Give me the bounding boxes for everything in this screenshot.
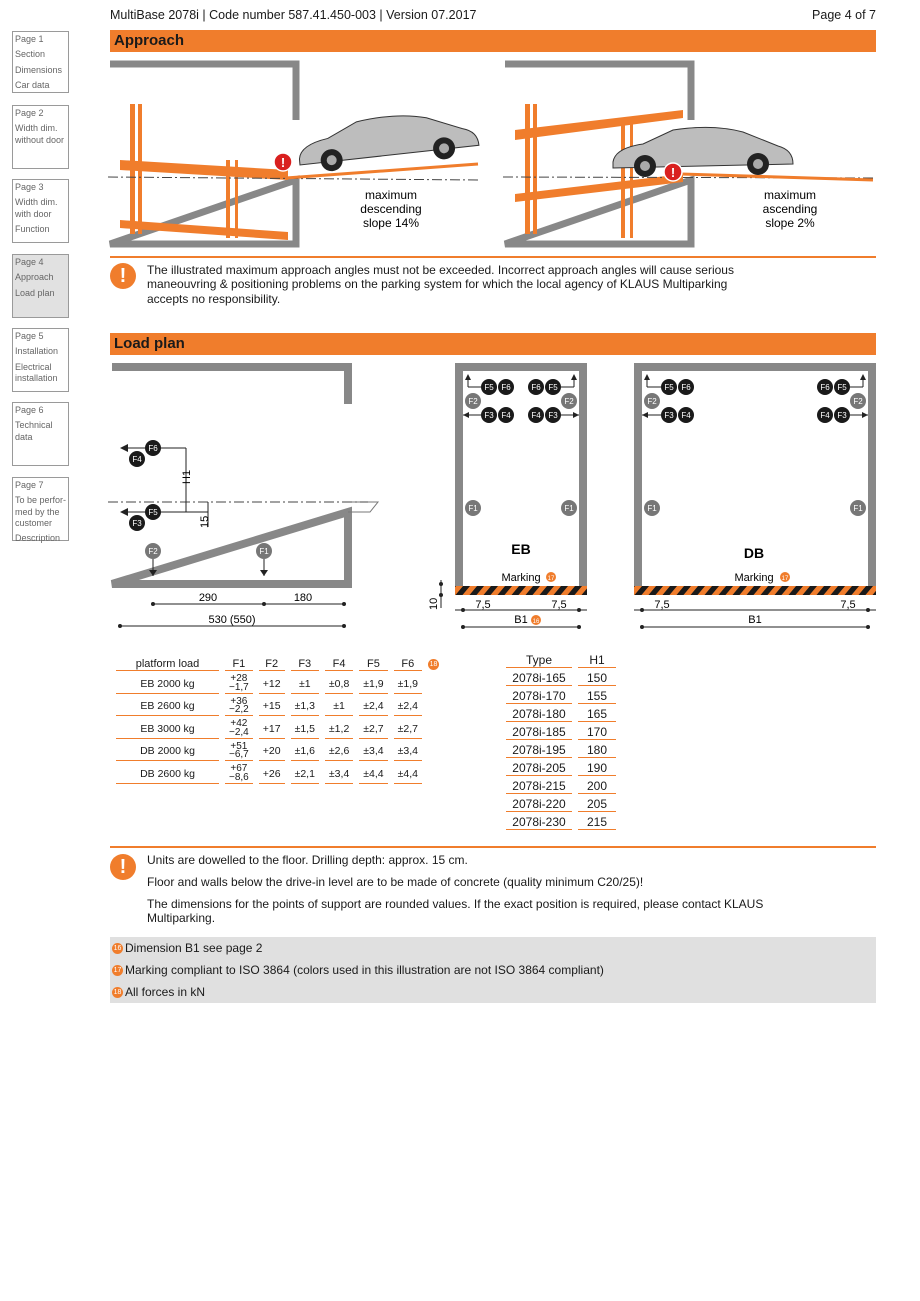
table-cell: +51 −6,7 xyxy=(225,743,253,762)
svg-text:F1: F1 xyxy=(564,504,574,513)
svg-text:17: 17 xyxy=(781,576,789,582)
right-caption-3: slope 2% xyxy=(765,216,815,230)
divider xyxy=(110,256,876,258)
footnote-17: 17 Marking compliant to ISO 3864 (colors used in this illustration are not ISO 3864 compliant) xyxy=(113,963,604,977)
force-f3: F3 xyxy=(132,519,142,528)
sidebar-page-3[interactable] xyxy=(12,179,69,243)
table-cell: ±3,4 xyxy=(394,743,422,762)
force-f4: F4 xyxy=(132,455,142,464)
svg-text:F5: F5 xyxy=(548,383,558,392)
note-3: The dimensions for the points of support are rounded values. If the exact position is required, please contact KLAUS Multiparking. xyxy=(147,897,764,926)
eb-dim-left: 7,5 xyxy=(475,599,491,611)
table-cell: 155 xyxy=(578,689,616,704)
table-cell: 2078i-230 xyxy=(506,815,572,830)
table-cell: 180 xyxy=(578,743,616,758)
side-15-label: 15 xyxy=(199,515,211,528)
svg-text:F2: F2 xyxy=(853,397,863,406)
svg-text:F6: F6 xyxy=(531,383,541,392)
svg-text:!: ! xyxy=(670,165,676,180)
table-cell: 2078i-185 xyxy=(506,725,572,740)
svg-text:F4: F4 xyxy=(820,411,830,420)
force-f1: F1 xyxy=(259,547,269,556)
sidebar-item: Width dim. with door xyxy=(15,197,58,219)
header-cell: F2 xyxy=(259,658,285,671)
table-cell: ±2,4 xyxy=(394,698,422,717)
right-caption-1: maximum xyxy=(763,188,817,202)
svg-text:F2: F2 xyxy=(564,397,574,406)
note-1: Units are dowelled to the floor. Drilling depth: approx. 15 cm. xyxy=(147,853,468,867)
table-row xyxy=(116,698,441,717)
load-table-header xyxy=(116,658,441,671)
header-cell: F6 xyxy=(394,658,422,671)
force-f5: F5 xyxy=(148,508,158,517)
sidebar-item: Section xyxy=(15,49,46,60)
header-cell: F1 xyxy=(225,658,253,671)
table-cell: +20 xyxy=(259,743,285,762)
table-row xyxy=(506,743,616,758)
db-b1: B1 xyxy=(748,614,762,626)
table-cell: ±1 xyxy=(291,675,319,694)
header-cell: F4 xyxy=(325,658,353,671)
svg-text:F2: F2 xyxy=(647,397,657,406)
table-cell: ±1,9 xyxy=(359,675,387,694)
table-cell: 2078i-215 xyxy=(506,779,572,794)
table-cell: ±2,6 xyxy=(325,743,353,762)
footnote-18-marker: 18 xyxy=(429,661,438,669)
table-row xyxy=(506,779,616,794)
sidebar-item: Technical data xyxy=(15,420,53,442)
header-cell: Type xyxy=(506,653,572,668)
side-h1-label: H1 xyxy=(181,469,193,484)
svg-text:F3: F3 xyxy=(837,411,847,420)
sidebar-page-label: Page 1 xyxy=(15,34,44,44)
table-cell: 170 xyxy=(578,725,616,740)
table-cell: ±2,1 xyxy=(291,765,319,784)
header-cell: F3 xyxy=(291,658,319,671)
table-cell: ±0,8 xyxy=(325,675,353,694)
eb-label: EB xyxy=(511,541,531,557)
table-row xyxy=(116,675,441,694)
table-cell: ±1,9 xyxy=(394,675,422,694)
approach-title: Approach xyxy=(110,30,876,52)
svg-text:F5: F5 xyxy=(837,383,847,392)
svg-text:F6: F6 xyxy=(501,383,511,392)
sidebar-item: Load plan xyxy=(15,287,55,298)
svg-text:F5: F5 xyxy=(484,383,494,392)
table-cell: 165 xyxy=(578,707,616,722)
table-cell: 150 xyxy=(578,671,616,686)
table-cell: 2078i-220 xyxy=(506,797,572,812)
svg-text:!: ! xyxy=(280,155,286,170)
approach-diagrams xyxy=(108,60,883,250)
table-cell: ±2,4 xyxy=(359,698,387,717)
type-table xyxy=(500,650,622,833)
svg-text:F2: F2 xyxy=(468,397,478,406)
svg-text:F5: F5 xyxy=(664,383,674,392)
warning-icon: ! xyxy=(110,263,136,289)
table-cell: 2078i-205 xyxy=(506,761,572,776)
side-290-label: 290 xyxy=(198,592,218,604)
sidebar-page-4[interactable] xyxy=(12,254,69,318)
db-dim-left: 7,5 xyxy=(654,599,670,611)
warning-icon: ! xyxy=(110,854,136,880)
svg-text:F3: F3 xyxy=(664,411,674,420)
approach-warning: The illustrated maximum approach angles must not be exceeded. Incorrect approach angles will cause serious maneouvring & positioning problems on the parking system for which the local agency of KLAUS Multiparking accepts no responsibility. xyxy=(147,263,734,306)
sidebar-item: To be perfor-med by the customer xyxy=(15,495,67,528)
note-2: Floor and walls below the drive-in level are to be made of concrete (quality minimum C20/25)! xyxy=(147,875,644,889)
table-cell: ±1,5 xyxy=(291,720,319,739)
eb-dim-right: 7,5 xyxy=(551,599,567,611)
db-dim-right: 7,5 xyxy=(840,599,856,611)
table-row xyxy=(116,720,441,739)
side-view xyxy=(108,367,378,628)
table-cell: ±2,7 xyxy=(394,720,422,739)
table-cell: DB 2600 kg xyxy=(116,765,219,784)
load-plan-diagrams xyxy=(108,362,883,637)
table-cell: +28 −1,7 xyxy=(225,675,253,694)
left-caption-3: slope 14% xyxy=(362,216,420,230)
divider xyxy=(110,846,876,848)
table-cell: 200 xyxy=(578,779,616,794)
svg-text:F3: F3 xyxy=(548,411,558,420)
eb-plan xyxy=(428,367,587,629)
db-label: DB xyxy=(743,545,765,561)
table-cell: +36 −2,2 xyxy=(225,698,253,717)
sidebar-page-2[interactable] xyxy=(12,105,69,169)
left-caption-1: maximum xyxy=(364,188,418,202)
table-cell: ±4,4 xyxy=(394,765,422,784)
table-cell: ±1,3 xyxy=(291,698,319,717)
table-cell: ±1,6 xyxy=(291,743,319,762)
eb-marking: Marking xyxy=(501,572,541,584)
table-row xyxy=(506,707,616,722)
eb-dim-10: 10 xyxy=(428,597,440,610)
page-number: Page 4 of 7 xyxy=(812,8,876,22)
table-cell: DB 2000 kg xyxy=(116,743,219,762)
table-cell: ±4,4 xyxy=(359,765,387,784)
table-cell: 215 xyxy=(578,815,616,830)
db-marking: Marking xyxy=(734,572,774,584)
footnotes xyxy=(110,937,876,1003)
sidebar-item: Car data xyxy=(15,79,50,90)
table-cell: 205 xyxy=(578,797,616,812)
footnote-16: 16 Dimension B1 see page 2 xyxy=(113,941,263,955)
sidebar-item: Electrical installation xyxy=(15,361,58,383)
side-180-label: 180 xyxy=(293,592,313,604)
table-row xyxy=(506,671,616,686)
document-info: MultiBase 2078i | Code number 587.41.450-003 | Version 07.2017 xyxy=(110,8,477,22)
sidebar-page-label: Page 3 xyxy=(15,182,44,192)
table-row xyxy=(506,815,616,830)
sidebar-page-5[interactable] xyxy=(12,328,69,392)
svg-text:F6: F6 xyxy=(820,383,830,392)
table-cell: +17 xyxy=(259,720,285,739)
table-cell: ±1,2 xyxy=(325,720,353,739)
sidebar-page-label: Page 7 xyxy=(15,480,44,490)
table-cell: +12 xyxy=(259,675,285,694)
svg-text:16: 16 xyxy=(532,619,540,625)
load-table xyxy=(110,654,447,788)
sidebar-item: Approach xyxy=(15,272,54,283)
table-cell: +15 xyxy=(259,698,285,717)
sidebar-item: Description xyxy=(15,533,61,543)
sidebar-item: Width dim. without door xyxy=(15,123,65,145)
sidebar-page-1[interactable] xyxy=(12,31,69,93)
table-cell: EB 2600 kg xyxy=(116,698,219,717)
table-row xyxy=(506,797,616,812)
table-cell: 2078i-170 xyxy=(506,689,572,704)
footnote-18: 18 All forces in kN xyxy=(113,985,206,999)
table-row xyxy=(116,765,441,784)
right-caption-2: ascending xyxy=(762,202,818,216)
table-cell: +67 −8,6 xyxy=(225,765,253,784)
sidebar-page-label: Page 5 xyxy=(15,331,44,341)
svg-text:F1: F1 xyxy=(853,504,863,513)
table-cell: 2078i-165 xyxy=(506,671,572,686)
force-f2: F2 xyxy=(148,547,158,556)
header-cell: platform load xyxy=(116,658,219,671)
table-cell: 2078i-195 xyxy=(506,743,572,758)
table-cell: 2078i-180 xyxy=(506,707,572,722)
svg-text:F1: F1 xyxy=(468,504,478,513)
table-cell: ±3,4 xyxy=(359,743,387,762)
sidebar-page-label: Page 4 xyxy=(15,257,44,267)
type-table-header xyxy=(506,653,616,668)
header-cell: F5 xyxy=(359,658,387,671)
svg-text:F6: F6 xyxy=(681,383,691,392)
sidebar-page-6[interactable] xyxy=(12,402,69,466)
header-cell: H1 xyxy=(578,653,616,668)
svg-text:F4: F4 xyxy=(681,411,691,420)
svg-text:F3: F3 xyxy=(484,411,494,420)
svg-text:F1: F1 xyxy=(647,504,657,513)
table-cell: ±2,7 xyxy=(359,720,387,739)
table-row xyxy=(506,725,616,740)
table-cell: ±3,4 xyxy=(325,765,353,784)
approach-right-diagram xyxy=(503,64,873,244)
svg-text:F4: F4 xyxy=(501,411,511,420)
table-row xyxy=(506,689,616,704)
sidebar-page-label: Page 6 xyxy=(15,405,44,415)
sidebar-item: Function xyxy=(15,223,50,234)
svg-text:F4: F4 xyxy=(531,411,541,420)
table-cell: +26 xyxy=(259,765,285,784)
approach-left-diagram xyxy=(108,64,480,244)
table-cell: +42 −2,4 xyxy=(225,720,253,739)
sidebar-item: Dimensions xyxy=(15,64,63,75)
svg-text:17: 17 xyxy=(547,576,555,582)
force-f6: F6 xyxy=(148,444,158,453)
table-cell: EB 2000 kg xyxy=(116,675,219,694)
load-plan-title: Load plan xyxy=(110,333,876,355)
side-530-label: 530 (550) xyxy=(208,614,256,626)
sidebar-page-label: Page 2 xyxy=(15,108,44,118)
table-cell: EB 3000 kg xyxy=(116,720,219,739)
sidebar-page-7[interactable] xyxy=(12,477,69,541)
sidebar-item: Installation xyxy=(15,346,59,357)
table-row xyxy=(116,743,441,762)
table-cell: ±1 xyxy=(325,698,353,717)
table-row xyxy=(506,761,616,776)
table-cell: 190 xyxy=(578,761,616,776)
left-caption-2: descending xyxy=(360,202,422,216)
db-plan xyxy=(634,367,876,629)
eb-b1: B1 xyxy=(514,614,528,626)
